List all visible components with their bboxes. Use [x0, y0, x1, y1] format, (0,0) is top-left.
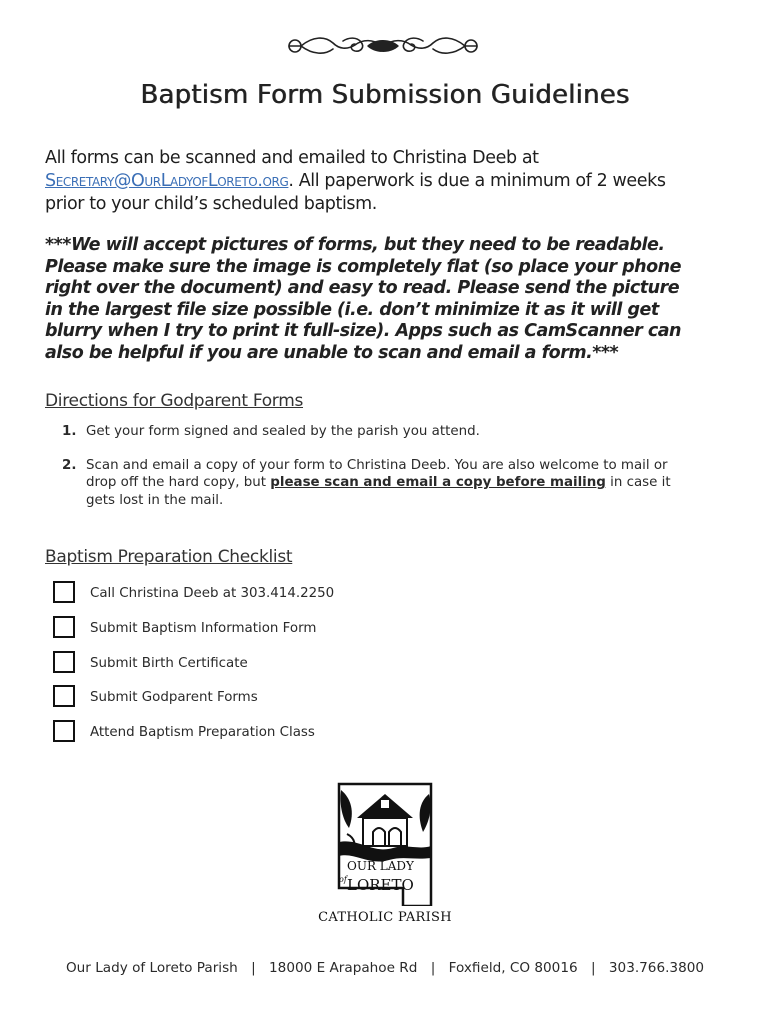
- footer: [0, 960, 770, 976]
- checklist-item-label: Submit Birth Certificate: [90, 655, 248, 671]
- direction-emphasis: please scan and email a copy before mailing: [270, 475, 606, 490]
- direction-text-after: in case it gets lost in the mail.: [86, 475, 671, 508]
- footer-separator: |: [251, 960, 256, 976]
- page-title: Baptism Form Submission Guidelines: [140, 80, 630, 110]
- checklist-heading: Baptism Preparation Checklist: [45, 547, 293, 567]
- parish-line: CATHOLIC PARISH: [318, 910, 452, 925]
- checkbox[interactable]: [53, 720, 75, 742]
- direction-item: [62, 423, 702, 441]
- footer-separator: |: [430, 960, 436, 976]
- checklist-item-label: Submit Baptism Information Form: [90, 620, 317, 636]
- email-link[interactable]: Secretary@OurLadyofLoreto.org: [45, 171, 289, 191]
- footer-city: Foxfield, CO 80016: [448, 960, 578, 976]
- photo-note: ***We will accept pictures of forms, but they need to be readable. Please make sure the image is completely flat (so place your phone right over the document) and easy to read. Please send the picture in the largest file size possible (i.e. don’t minimize it as it will get blurry when I try to print it full-size). Apps such as CamScanner can also be helpful if you are unable to scan and email a form.***: [45, 235, 681, 363]
- logo-line: of: [339, 875, 347, 884]
- church-logo-icon: [333, 780, 437, 906]
- flourish-ornament-icon: [283, 33, 483, 59]
- direction-number: 1.: [62, 424, 77, 439]
- godparent-directions-list: [62, 423, 702, 509]
- checkbox[interactable]: [53, 685, 75, 707]
- checkbox[interactable]: [53, 581, 75, 603]
- logo-line: OUR LADY: [347, 859, 414, 873]
- direction-item: [62, 457, 702, 510]
- godparent-directions-heading: Directions for Godparent Forms: [45, 391, 304, 411]
- intro-text-before: All forms can be scanned and emailed to Christina Deeb at: [45, 148, 539, 168]
- direction-number: 2.: [62, 457, 77, 473]
- checklist-item-label: Call Christina Deeb at 303.414.2250: [90, 586, 335, 601]
- footer-address: 18000 E Arapahoe Rd: [269, 960, 418, 976]
- checklist-item-label: Attend Baptism Preparation Class: [90, 725, 315, 740]
- checklist-item-label: Submit Godparent Forms: [90, 690, 258, 706]
- intro-text-after: . All paperwork is due a minimum of 2 weeks prior to your child’s scheduled baptism.: [45, 171, 666, 214]
- footer-name: Our Lady of Loreto Parish: [65, 960, 238, 976]
- logo-line: LORETO: [347, 876, 414, 894]
- checkbox[interactable]: [53, 651, 75, 673]
- direction-text: Scan and email a copy of your form to Christina Deeb. You are also welcome to mail or drop off the hard copy, but: [86, 457, 668, 490]
- checkbox[interactable]: [53, 616, 75, 638]
- footer-separator: |: [590, 960, 596, 976]
- direction-text: Get your form signed and sealed by the parish you attend.: [86, 424, 480, 439]
- intro-paragraph: [45, 147, 685, 216]
- footer-phone: 303.766.3800: [608, 960, 705, 976]
